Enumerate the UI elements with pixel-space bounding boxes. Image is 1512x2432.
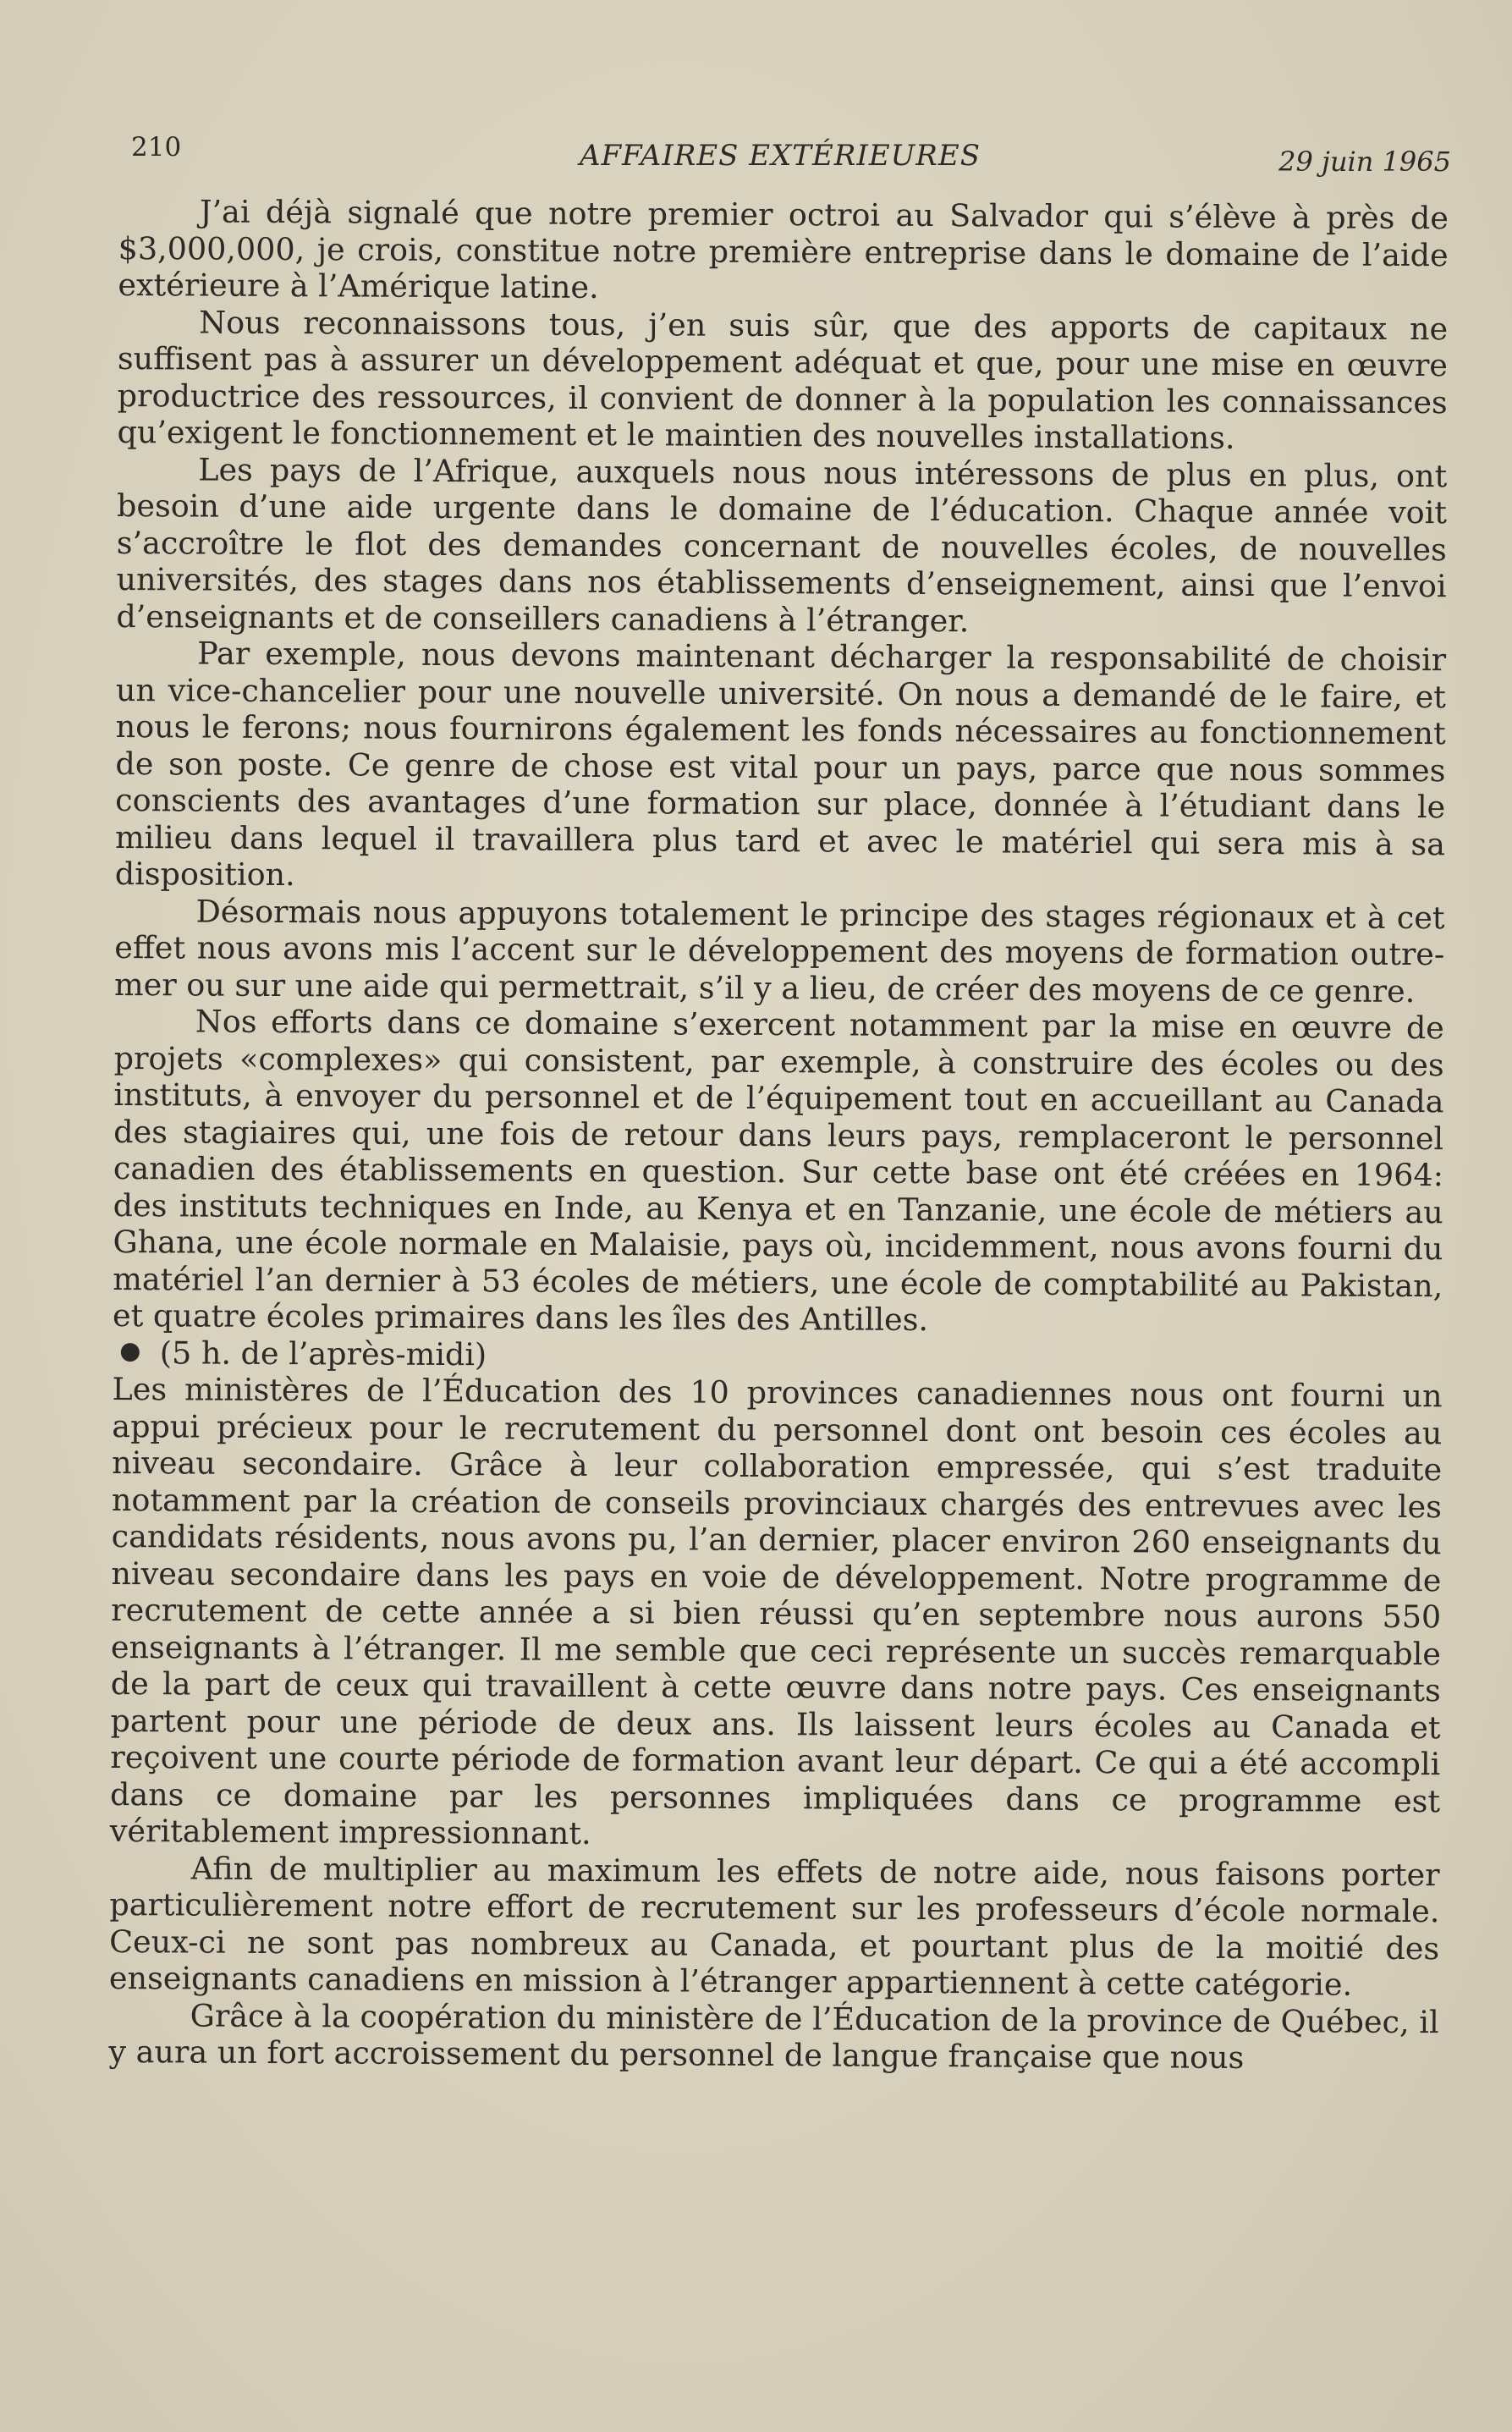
paragraph: Afin de multiplier au maximum les effets de notre aide, nous faisons porter particulièrement notre effort de recrutement sur les professeurs d’école normale. Ceux-ci ne sont pas nombreux au Canada, et pourtant plus de la moitié des enseignants canadiens en mission à l’étranger appartiennent à cette catégorie. xyxy=(108,1849,1440,2003)
paragraph: Par exemple, nous devons maintenant décharger la responsabilité de choisir un vice-chancelier pour une nouvelle université. On nous a demandé de le faire, et nous le ferons; nous fournirons également les fonds nécessaires au fonctionnement de son poste. Ce genre de chose est vital pour un pays, parce que nous sommes conscients des avantages d’une formation sur place, donnée à l’étudiant dans le milieu dans lequel il travaillera plus tard et avec le matériel qui sera mis à sa disposition. xyxy=(114,635,1447,894)
paragraph: J’ai déjà signalé que notre premier octroi au Salvador qui s’élève à près de $3,000,000, je crois, constitue notre première entreprise dans le domaine de l’aide extérieure à l’Amérique latine. xyxy=(118,193,1449,305)
paragraph: Grâce à la coopération du ministère de l’Éducation de la province de Québec, il y aura un fort accroissement du personnel de langue française que nous xyxy=(108,1996,1439,2076)
paragraph: Désormais nous appuyons totalement le principe des stages régionaux et à cet effet nous avons mis l’accent sur le développement des moyens de formation outre-mer ou sur une aide qui permettrait, s’il y a lieu, de créer des moyens de ce genre. xyxy=(113,892,1445,1010)
body-text xyxy=(108,193,1449,2077)
bullet-icon xyxy=(121,1343,140,1362)
header-date: 29 juin 1965 xyxy=(1278,146,1451,178)
paragraph: Nos efforts dans ce domaine s’exercent notamment par la mise en œuvre de projets «complexes» qui consistent, par exemple, à construire des écoles ou des instituts, à envoyer du personnel et de l’équipement tout en accueillant au Canada des stagiaires qui, une fois de retour dans leurs pays, remplaceront le personnel canadien des établissements en question. Sur cette base ont été créées en 1964: des instituts techniques en Inde, au Kenya et en Tanzanie, une école de métiers au Ghana, une école normale en Malaisie, pays où, incidemment, nous avons fourni du matériel l’an dernier à 53 écoles de métiers, une école de comptabilité au Pakistan, et quatre écoles primaires dans les îles des Antilles. xyxy=(112,1003,1444,1339)
running-title: AFFAIRES EXTÉRIEURES xyxy=(580,139,981,173)
paragraph: Les ministères de l’Éducation des 10 provinces canadiennes nous ont fourni un appui précieux pour le recrutement du personnel dont ont besoin ces écoles au niveau secondaire. Grâce à leur collaboration empressée, qui s’est traduite notamment par la création de conseils provinciaux chargés des entrevues avec les candidats résidents, nous avons pu, l’an dernier, placer environ 260 enseignants du niveau secondaire dans les pays en voie de développement. Notre programme de recrutement de cette année a si bien réussi qu’en septembre nous aurons 550 enseignants à l’étranger. Il me semble que ceci représente un succès remarquable de la part de ceux qui travaillent à cette œuvre dans notre pays. Ces enseignants partent pour une période de deux ans. Ils laissent leurs écoles au Canada et reçoivent une courte période de formation avant leur départ. Ce qui a été accompli dans ce domaine par les personnes impliquées dans ce programme est véritablement impressionnant. xyxy=(109,1370,1443,1852)
page-header xyxy=(131,127,1451,178)
paragraph: Les pays de l’Afrique, auxquels nous nous intéressons de plus en plus, ont besoin d’une aide urgente dans le domaine de l’éducation. Chaque année voit s’accroître le flot des demandes concernant de nouvelles écoles, de nouvelles universités, des stages dans nos établissements d’enseignement, ainsi que l’envoi d’enseignants et de conseillers canadiens à l’étranger. xyxy=(116,450,1448,639)
paragraph: Nous reconnaissons tous, j’en suis sûr, que des apports de capitaux ne suffisent pas à assurer un développement adéquat et que, pour une mise en œuvre productrice des ressources, il convient de donner à la population les connaissances qu’exigent le fonctionnement et le maintien des nouvelles installations. xyxy=(117,304,1449,456)
time-marker-text: (5 h. de l’après-midi) xyxy=(159,1334,487,1373)
page-number: 210 xyxy=(131,132,182,162)
